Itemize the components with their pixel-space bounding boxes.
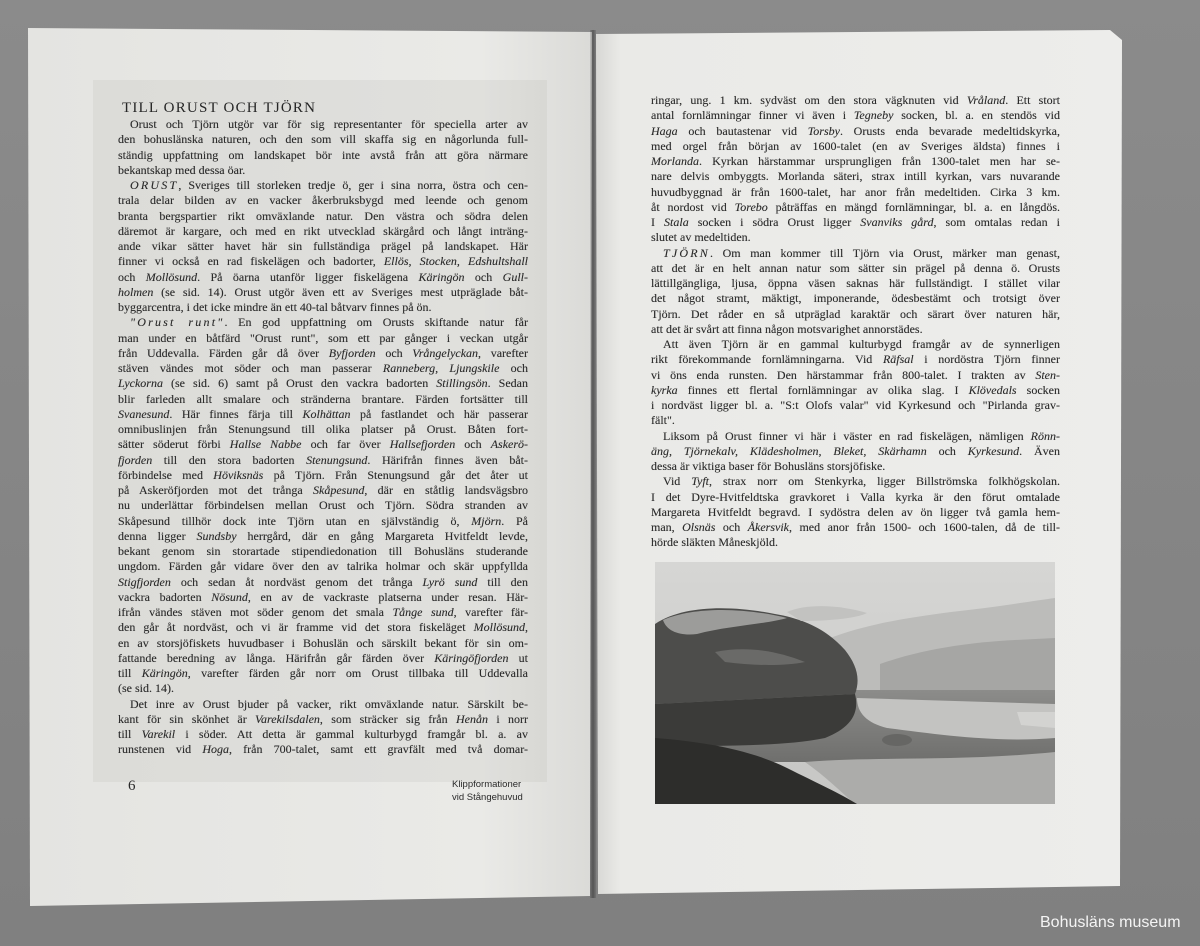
text-run: rikt förekommande fornlämningarna. Vid	[651, 352, 883, 367]
right-text-column	[651, 93, 1060, 551]
text-run: . En god uppfattning om Orusts skiftande natur får	[224, 315, 528, 330]
text-run: och	[926, 443, 968, 458]
text-run: och bautastenar vid	[677, 123, 808, 138]
text-line	[118, 453, 528, 468]
text-run: sätter söderut förbi	[118, 437, 230, 452]
text-line: branta bergspartier rikt omväxlande natur. Den västra och södra delen	[118, 208, 528, 223]
text-run: . På	[501, 513, 529, 528]
text-run: och	[375, 345, 413, 360]
italic-place-name: Nösund	[211, 589, 248, 604]
text-run: kant för sin skönhet är	[118, 711, 256, 726]
text-run: och	[455, 437, 491, 452]
text-line: det något stramt, mäktigt, imponerande, ödesbestämt och trotsigt över	[651, 291, 1060, 306]
caption-line: vid Stångehuvud	[452, 791, 523, 803]
text-run: socken i södra Orust ligger	[688, 215, 861, 229]
page-title: TILL ORUST OCH TJÖRN	[122, 100, 317, 116]
text-run: förbindelse med	[118, 467, 214, 482]
text-line: hörde släkten Måneskjöld.	[651, 535, 778, 550]
text-line	[651, 108, 1060, 123]
italic-place-name: Rönn-	[1030, 428, 1060, 443]
italic-place-name: Ellös, Stocken, Edshultshall	[383, 254, 528, 269]
text-run: och far över	[301, 437, 390, 452]
text-line	[118, 529, 528, 544]
text-line	[118, 590, 528, 605]
text-run: och	[118, 269, 146, 284]
page-number: 6	[128, 778, 136, 794]
text-run: . Här finnes färja till	[169, 406, 303, 421]
text-run: och	[715, 520, 748, 534]
text-run: stäven vändes mot söder och man passerar	[118, 361, 383, 375]
text-run: i söder. Att detta är gammal kulturbygd framgår bl. a. av	[175, 727, 528, 741]
italic-place-name: Skåpesund	[313, 483, 365, 497]
text-line	[651, 215, 1060, 230]
italic-place-name: Ranneberg, Ljungskile	[382, 361, 500, 375]
italic-place-name: Mollösund	[145, 269, 198, 284]
italic-place-name: Lyrö sund	[422, 574, 478, 589]
italic-place-name: äng, Tjörnekalv, Klädesholmen, Bleket, Skärhamn	[651, 443, 927, 458]
paragraph	[118, 117, 528, 178]
italic-place-name: Svanesund	[118, 406, 170, 421]
paragraph	[651, 246, 1060, 338]
booklet-spine	[590, 30, 596, 898]
italic-place-name: Stala	[664, 215, 689, 229]
text-run: på Askeröfjorden mot det trånga	[118, 483, 313, 497]
italic-place-name: Käringön	[418, 269, 465, 284]
text-line: med orgel från början av 1600-talet (en av Sveriges äldsta) finnes i	[651, 138, 1060, 153]
text-line: trala delar bilden av en vacker åkerbruksbygd med leende och genom	[118, 193, 528, 208]
text-line	[118, 575, 528, 590]
italic-place-name: fjorden	[118, 452, 153, 467]
text-run: ut	[508, 650, 528, 665]
italic-place-name: Kyrkesund	[967, 443, 1020, 458]
text-run: . Orusts enda bevarade medeltidskyrka,	[839, 123, 1060, 138]
italic-place-name: Morlanda	[651, 154, 699, 168]
text-line: nare delvis ombyggts. Morlanda säteri, strax intill kyrkan, vars nuvarande	[651, 169, 1060, 184]
text-line: Det inre av Orust bjuder på vacker, rikt omväxlande natur. Särskilt be-	[130, 696, 528, 711]
text-run: (se sid. 14). Orust utgör även ett av Sveriges mest utpräglade båt-	[153, 284, 528, 299]
text-line	[118, 315, 528, 330]
caption-line: Klippformationer	[452, 779, 522, 790]
text-run: påträffas en mängd fornlämningar, bl. a. en långdös.	[767, 199, 1061, 214]
text-run: , varefter färden går norr om Orust tillbaka till Uddevalla	[187, 666, 528, 680]
text-line	[651, 383, 1060, 398]
italic-place-name: Hallsefjorden	[389, 437, 456, 452]
italic-place-name: Kolhättan	[302, 406, 351, 421]
text-line	[651, 520, 1060, 535]
paragraph	[118, 178, 528, 315]
italic-place-name: Sundsby	[196, 528, 237, 543]
italic-place-name: Mjörn	[471, 513, 502, 528]
text-run: . På öarna utanför ligger fiskelägena	[197, 269, 419, 284]
italic-place-name: Tånge sund	[392, 605, 454, 619]
text-run: herrgård, där en gång Margareta Hvitfeldt levde,	[236, 528, 528, 543]
text-line: däremot är kargare, och med en rikt utvecklad skärgård och långt inträng-	[118, 223, 528, 238]
text-line	[118, 254, 528, 269]
text-line	[651, 246, 1060, 261]
text-line	[118, 605, 528, 620]
italic-place-name: Höviksnäs	[213, 467, 264, 482]
italic-place-name: Tyft	[691, 474, 710, 489]
text-line: byggarcentra, i det icke mindre än ett 40-tal båtvarv finnes på ön.	[118, 300, 432, 314]
text-line: I det Dyre-Hvitfeldtska gravkoret i Valla kyrka är den förut omtalade	[651, 489, 1060, 504]
italic-place-name: Mollösund	[473, 620, 525, 635]
text-run: (se sid. 6) samt på Orust den vackra badorten	[162, 376, 437, 391]
text-run: finner vi också en rad fiskelägen och badorter,	[118, 254, 384, 269]
spaced-italic-lead: TJÖRN	[663, 245, 710, 260]
italic-place-name: Gull-	[502, 269, 529, 284]
paragraph	[118, 697, 528, 758]
text-line	[118, 407, 528, 422]
text-run: . Ett stort	[1005, 93, 1060, 107]
text-line	[118, 346, 528, 361]
text-line	[118, 178, 528, 193]
text-run: den går åt nordväst, och vi är framme vid det stora fiskeläget	[118, 620, 474, 635]
text-run: fattande beredning av långa. Härifrån går färden över	[118, 650, 435, 665]
text-line: Margareta Hvitfeldt begravd. I sydöstra delen av ön ligger två gamla hem-	[651, 504, 1060, 519]
italic-place-name: Vrångelyckan	[412, 345, 479, 360]
text-line	[651, 124, 1060, 139]
text-line: den bohuslänska naturen, och den som vill skaffa sig en någorlunda full-	[118, 132, 528, 147]
text-line: (se sid. 14).	[118, 681, 174, 696]
italic-place-name: Henån	[455, 711, 488, 726]
text-run: till den stora badorten	[152, 452, 307, 467]
text-line: en av storsjöfiskets huvudbaser i Bohuslän och särskilt bekant för sin om-	[118, 635, 528, 650]
text-line	[118, 514, 528, 529]
text-run: , varefter	[478, 345, 528, 360]
text-line	[118, 651, 528, 666]
text-line	[118, 727, 528, 742]
text-line	[651, 444, 1060, 459]
italic-place-name: Käringön	[141, 666, 188, 680]
paragraph	[651, 429, 1060, 475]
italic-place-name: holmen	[118, 284, 154, 299]
text-run: från Uddevalla. Färden går då över	[118, 345, 329, 360]
italic-place-name: Stigfjorden	[118, 574, 171, 589]
text-line	[651, 93, 1060, 108]
text-run: , varefter fär-	[453, 605, 529, 619]
italic-place-name: Åkersvik	[747, 520, 790, 534]
text-run: , en av de vackraste platserna under resan. Här-	[247, 589, 528, 604]
text-line	[651, 154, 1060, 169]
text-line: Orust och Tjörn utgör var för sig representanter för speciella arter av	[130, 117, 528, 131]
italic-place-name: Klövedals	[968, 382, 1017, 397]
italic-place-name: Vråland	[966, 93, 1006, 107]
museum-watermark: Bohusläns museum	[1040, 914, 1181, 931]
text-line	[118, 742, 528, 757]
italic-place-name: Tegneby	[853, 108, 894, 123]
paragraph	[651, 337, 1060, 429]
text-run: till	[118, 727, 142, 741]
text-line: huvudbyggnad är från 1600-talet, har anor från medeltiden. Cirka 3 km.	[651, 184, 1060, 199]
text-line: slutet av medeltiden.	[651, 230, 751, 245]
text-run: till	[118, 666, 142, 680]
text-run: i nordöstra Tjörn finner	[913, 352, 1060, 367]
text-line: nu underlättar förbindelsen mellan Orust och Tjörn. Södra stranden av	[118, 498, 528, 513]
italic-place-name: Stenungsund	[306, 452, 368, 467]
italic-place-name: Olsnäs	[682, 520, 716, 534]
paragraph	[651, 474, 1060, 550]
text-line	[118, 712, 528, 727]
text-run: denna ligger	[118, 528, 197, 543]
text-run: vi öns enda runsten. Den härstammar från 800-talet. I trakten av	[651, 367, 1036, 382]
text-line: att det är svårt att finna någon motsvarighet annorstädes.	[651, 321, 923, 336]
text-run: I	[651, 215, 665, 229]
text-line	[651, 368, 1060, 383]
text-run: . Sedan	[487, 376, 529, 391]
text-line: fält".	[651, 413, 675, 428]
italic-place-name: Hoga	[202, 742, 229, 757]
text-run: på fastlandet och här passerar	[350, 406, 528, 421]
text-run: man,	[651, 520, 683, 534]
text-run: , som sträcker sig från	[319, 711, 456, 726]
italic-place-name: Lyckorna	[118, 376, 163, 391]
text-line: bekantskap med dessa öar.	[118, 162, 246, 177]
text-run: Liksom på Orust finner vi här i väster en rad fiskelägen, nämligen	[663, 428, 1031, 443]
text-line	[651, 352, 1060, 367]
text-run: , där en ståtlig landsvägsbro	[364, 483, 528, 497]
text-run: , som omtalas redan i	[933, 215, 1060, 229]
text-line	[118, 285, 528, 300]
text-line	[651, 429, 1060, 444]
text-run: socken	[1016, 382, 1060, 397]
left-text-column	[118, 117, 528, 758]
italic-place-name: Torsby	[807, 123, 840, 138]
text-line	[118, 376, 528, 391]
text-run: . Om man kommer till Tjörn via Orust, märker man genast,	[710, 245, 1060, 260]
italic-place-name: Hallse Nabbe	[229, 437, 302, 452]
text-run: , Sveriges till storleken tredje ö, ger i sina norra, östra och cen-	[178, 178, 528, 192]
italic-place-name: Stillingsön	[436, 376, 488, 391]
spaced-italic-lead: ORUST	[130, 178, 179, 192]
text-run: . Härifrån finnes även båt-	[367, 452, 528, 467]
italic-place-name: Torebo	[734, 199, 768, 214]
text-line: man under en båtfärd "Orust runt", som ett par gånger i veckan utgår	[118, 330, 528, 345]
text-run: , med anor från 1500- och 1600-talen, då de till-	[789, 520, 1060, 534]
text-run: och	[464, 269, 503, 284]
landscape-photo	[655, 562, 1055, 804]
text-line: Att även Tjörn är en gammal kulturbygd framgår av de synnerligen	[663, 337, 1060, 351]
text-line	[651, 200, 1060, 215]
text-run: ,	[525, 620, 528, 635]
text-line	[651, 474, 1060, 489]
italic-place-name: Käringöfjorden	[434, 650, 509, 665]
italic-place-name: Byfjorden	[328, 345, 376, 360]
text-line: ständig uppfattning om landskapet bör inte avstå från att göra närmare	[118, 147, 528, 162]
italic-place-name: Svanviks gård	[860, 215, 934, 229]
text-line	[118, 666, 528, 681]
italic-place-name: kyrka	[651, 382, 678, 397]
text-line: ungdom. Färden går vidare över den av talrika holmar och skär uppfyllda	[118, 559, 528, 574]
text-run: Skåpesund tillhör dock inte Tjörn utan en självständig ö,	[118, 513, 472, 528]
italic-place-name: Sten-	[1035, 367, 1060, 382]
text-line	[118, 483, 528, 498]
text-line: Tjörn. Det råder en så utpräglad karaktär och särart över naturen här,	[651, 306, 1060, 321]
text-run: åt nordost vid	[651, 199, 735, 214]
text-run: vackra badorten	[118, 589, 212, 604]
text-run: ifrån vändes stäven mot söder genom det smala	[118, 605, 393, 619]
italic-place-name: Varekil	[141, 727, 176, 741]
text-run: antal fornlämningar finner vi även i	[651, 108, 854, 123]
text-run: på Tjörn. Från Stenungsund går det åter ut	[263, 467, 528, 482]
text-line	[118, 468, 528, 483]
text-run: Vid	[663, 474, 692, 489]
text-run: till den	[477, 574, 529, 589]
text-run: . Även	[1019, 443, 1060, 458]
text-line	[118, 361, 528, 376]
text-line: lättillgängliga, ljusa, öppna väsen saknas här fullständigt. I stället vilar	[651, 276, 1060, 290]
text-line	[118, 270, 528, 285]
text-run: och	[499, 361, 529, 375]
italic-place-name: Haga	[651, 123, 678, 138]
text-line: att det är en helt annan natur som sätter sin prägel på denna ö. Orusts	[651, 260, 1060, 275]
text-run: socken, bl. a. en stendös vid	[893, 108, 1060, 123]
text-run: runstenen vid	[118, 742, 203, 757]
text-run: , strax norr om Stenkyrka, ligger Billströmska folkhögskolan.	[709, 474, 1060, 489]
italic-place-name: Räfsal	[882, 352, 914, 367]
text-line: bekant genom sin storartade stipendiedonation till Bohusläns studerande	[118, 544, 528, 558]
photo-caption	[452, 779, 523, 804]
text-line	[118, 437, 528, 452]
italic-place-name: Varekilsdalen	[255, 711, 320, 726]
text-line: omnibuslinjen från Stenungsund till olika platser på Orust. Båten fort-	[118, 422, 528, 436]
text-run: i norr	[487, 711, 528, 726]
text-line	[118, 620, 528, 635]
text-run: ringar, ung. 1 km. sydväst om den stora vägknuten vid	[651, 93, 967, 107]
text-run: . Kyrkan härstammar ursprungligen från 1300-talet men har se-	[699, 154, 1060, 168]
spaced-italic-lead: "Orust runt"	[130, 315, 225, 330]
text-line: dessa är viktiga baser för Bohusläns storsjöfiske.	[651, 459, 886, 473]
text-run: finnes ett flertal fornlämningar av olika slag. I	[677, 382, 969, 397]
text-run: och sedan åt nordväst genom det trånga	[170, 574, 423, 589]
water-stone	[882, 734, 912, 746]
text-run: , från 700-talet, samt ett gravfält med två domar-	[229, 742, 528, 757]
paragraph	[651, 93, 1060, 246]
text-line: i nordväst ligger bl. a. "S:t Olofs valar" vid Kyrkesund och "Pirlanda grav-	[651, 398, 1060, 412]
text-line: ande vikar sätter havet här sin fullständiga prägel på landskapet. Här	[118, 239, 528, 253]
text-line: blir farleden allt smalare och stränderna brantare. Färden fortsätter till	[118, 391, 528, 406]
italic-place-name: Askerö-	[490, 437, 529, 452]
paragraph	[118, 315, 528, 696]
